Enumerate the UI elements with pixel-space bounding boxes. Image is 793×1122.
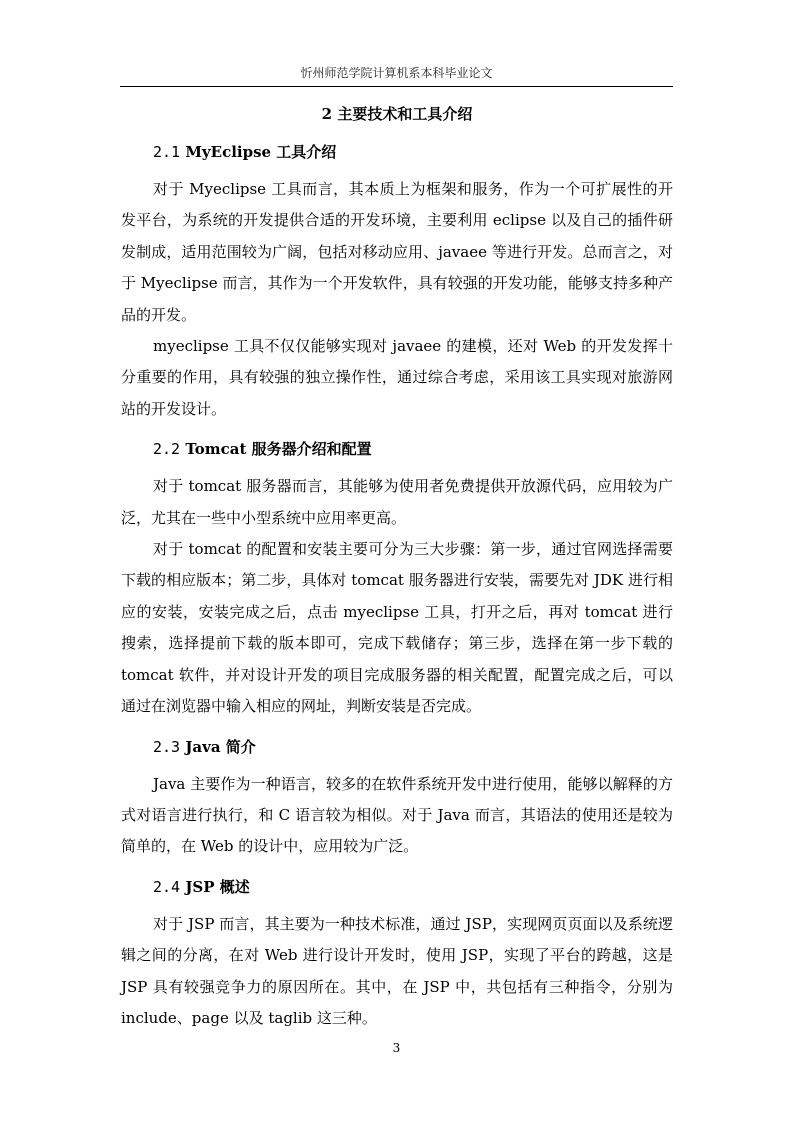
page-number: 3 xyxy=(392,1041,401,1055)
paragraph: 对于 tomcat 的配置和安装主要可分为三大步骤：第一步，通过官网选择需要下载的相应版本；第二步，具体对 tomcat 服务器进行安装，需要先对 JDK 进行相应的安装，安装完成之后，点击 myeclipse 工具，打开之后，再对 tomcat 进行搜索，选择提前下载的版本即可，完成下载储存；第三步，选择在第一步下载的 tomcat 软件，并对设计开发的项目完成服务器的相关配置，配置完成之后，可以通过在浏览器中输入相应的网址，判断安装是否完成。 xyxy=(121,540,673,716)
section-number: 2.4 xyxy=(153,877,181,896)
paragraph: 对于 Myeclipse 工具而言，其本质上为框架和服务，作为一个可扩展性的开发平台，为系统的开发提供合适的开发环境，主要利用 eclipse 以及自己的插件研发制成，适用范围较为广阔，包括对移动应用、javaee 等进行开发。总而言之，对于 Myeclipse 而言，其作为一个开发软件，具有较强的开发功能，能够支持多种产品的开发。 xyxy=(121,180,673,324)
header-rule xyxy=(120,86,673,87)
paragraph: 对于 JSP 而言，其主要为一种技术标准，通过 JSP，实现网页页面以及系统逻辑之间的分离，在对 Web 进行设计开发时，使用 JSP，实现了平台的跨越，这是 JSP 具有较强竞争力的原因所在。其中，在 JSP 中，共包括有三种指令，分别为 include、page 以及 taglib 这三种。 xyxy=(121,914,673,1027)
chapter-title: 2 主要技术和工具介绍 xyxy=(321,105,473,123)
section-heading-text: JSP 概述 xyxy=(185,877,250,896)
section-heading-2-4 xyxy=(153,875,673,899)
section-heading-2-2 xyxy=(153,437,673,461)
section-heading-2-1 xyxy=(153,140,673,164)
section-heading-text: MyEclipse 工具介绍 xyxy=(185,143,337,161)
section-number: 2.2 xyxy=(153,440,181,459)
section-heading-2-3 xyxy=(153,735,673,759)
paragraph: myeclipse 工具不仅仅能够实现对 javaee 的建模，还对 Web 的开发发挥十分重要的作用，具有较强的独立操作性，通过综合考虑，采用该工具实现对旅游网站的开发设计。 xyxy=(121,337,673,418)
section-number: 2.1 xyxy=(153,143,181,161)
section-number: 2.3 xyxy=(153,737,181,756)
section-heading-text: Java 简介 xyxy=(185,737,256,756)
running-header: 忻州师范学院计算机系本科毕业论文 xyxy=(300,66,493,80)
section-heading-text: Tomcat 服务器介绍和配置 xyxy=(185,440,372,459)
paragraph: Java 主要作为一种语言，较多的在软件系统开发中进行使用，能够以解释的方式对语言进行执行，和 C 语言较为相似。对于 Java 而言，其语法的使用还是较为简单的，在 Web 的设计中，应用较为广泛。 xyxy=(121,774,673,856)
paragraph: 对于 tomcat 服务器而言，其能够为使用者免费提供开放源代码，应用较为广泛，尤其在一些中小型系统中应用率更高。 xyxy=(121,477,673,527)
page-body xyxy=(121,100,673,1034)
